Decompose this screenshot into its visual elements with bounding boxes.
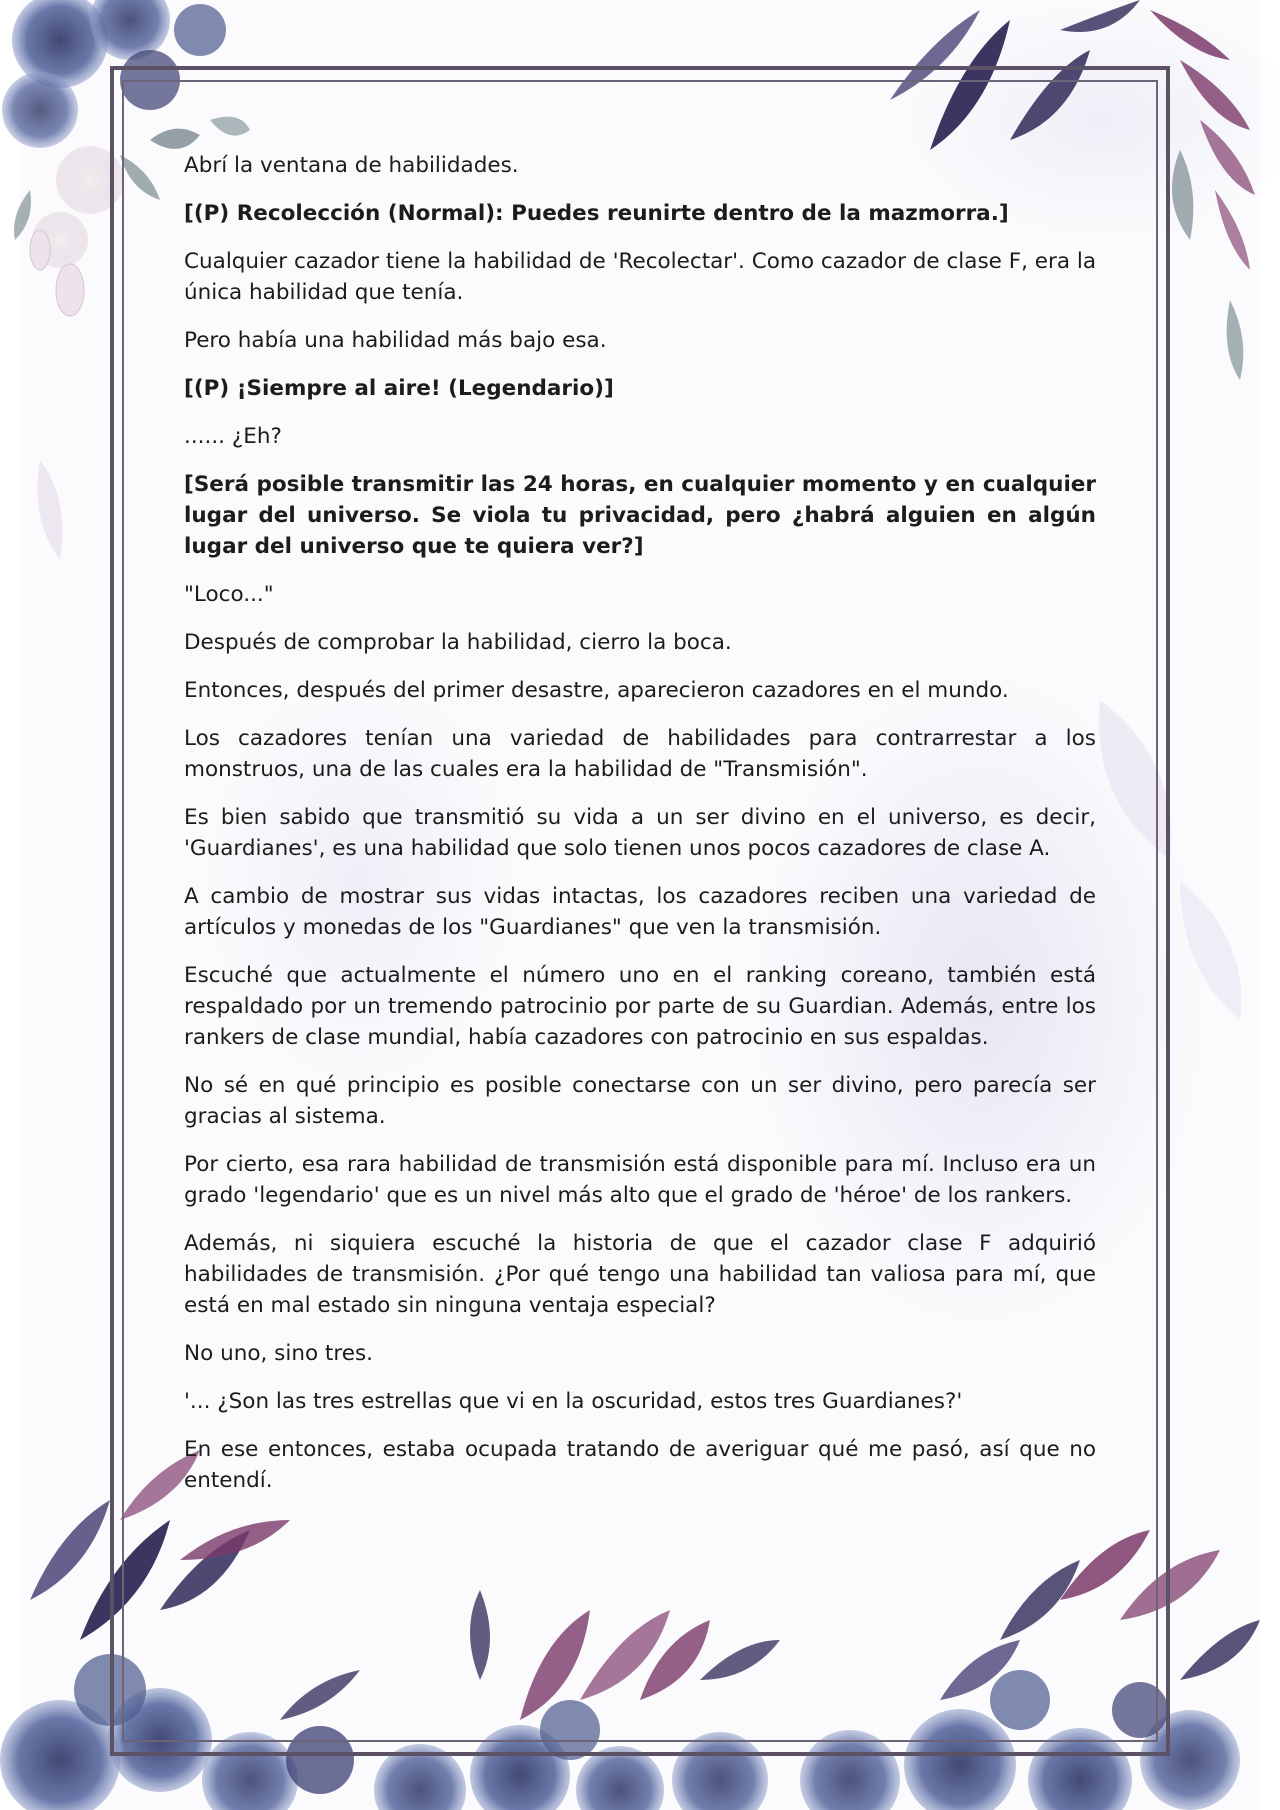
body-paragraph: Es bien sabido que transmitió su vida a un ser divino en el universo, es decir, 'Guardianes', es una habilidad que solo tienen unos pocos cazadores de clase A. bbox=[184, 805, 1096, 861]
body-paragraph: No sé en qué principio es posible conectarse con un ser divino, pero parecía ser gracias al sistema. bbox=[184, 1073, 1096, 1129]
body-paragraph: Cualquier cazador tiene la habilidad de 'Recolectar'. Como cazador de clase F, era la única habilidad que tenía. bbox=[184, 249, 1096, 305]
body-paragraph: Entonces, después del primer desastre, aparecieron cazadores en el mundo. bbox=[184, 678, 1009, 703]
body-paragraph: "Loco..." bbox=[184, 582, 274, 607]
body-paragraph: Por cierto, esa rara habilidad de transmisión está disponible para mí. Incluso era un grado 'legendario' que es un nivel más alto que el grado de 'héroe' de los rankers. bbox=[184, 1152, 1096, 1208]
body-paragraph: Pero había una habilidad más bajo esa. bbox=[184, 328, 607, 353]
system-message-paragraph: [(P) Recolección (Normal): Puedes reunirte dentro de la mazmorra.] bbox=[184, 201, 1009, 226]
document-body bbox=[184, 150, 1096, 1513]
body-paragraph: Después de comprobar la habilidad, cierro la boca. bbox=[184, 630, 732, 655]
body-paragraph: ...... ¿Eh? bbox=[184, 424, 282, 449]
body-paragraph: Escuché que actualmente el número uno en el ranking coreano, también está respaldado por un tremendo patrocinio por parte de su Guardian. Además, entre los rankers de clase mundial, había cazadores con patrocinio en sus espaldas. bbox=[184, 963, 1096, 1050]
body-paragraph: No uno, sino tres. bbox=[184, 1341, 373, 1366]
system-message-paragraph: [Será posible transmitir las 24 horas, en cualquier momento y en cualquier lugar del universo. Se viola tu privacidad, pero ¿habrá alguien en algún lugar del universo que te quiera ver?] bbox=[184, 472, 1096, 559]
body-paragraph: '... ¿Son las tres estrellas que vi en la oscuridad, estos tres Guardianes?' bbox=[184, 1389, 963, 1414]
body-paragraph: Los cazadores tenían una variedad de habilidades para contrarrestar a los monstruos, una de las cuales era la habilidad de "Transmisión". bbox=[184, 726, 1096, 782]
body-paragraph: Además, ni siquiera escuché la historia de que el cazador clase F adquirió habilidades de transmisión. ¿Por qué tengo una habilidad tan valiosa para mí, que está en mal estado sin ninguna ventaja especial? bbox=[184, 1231, 1096, 1318]
body-paragraph: En ese entonces, estaba ocupada tratando de averiguar qué me pasó, así que no entendí. bbox=[184, 1437, 1096, 1493]
body-paragraph: A cambio de mostrar sus vidas intactas, los cazadores reciben una variedad de artículos y monedas de los "Guardianes" que ven la transmisión. bbox=[184, 884, 1096, 940]
system-message-paragraph: [(P) ¡Siempre al aire! (Legendario)] bbox=[184, 376, 614, 401]
body-paragraph: Abrí la ventana de habilidades. bbox=[184, 153, 519, 178]
